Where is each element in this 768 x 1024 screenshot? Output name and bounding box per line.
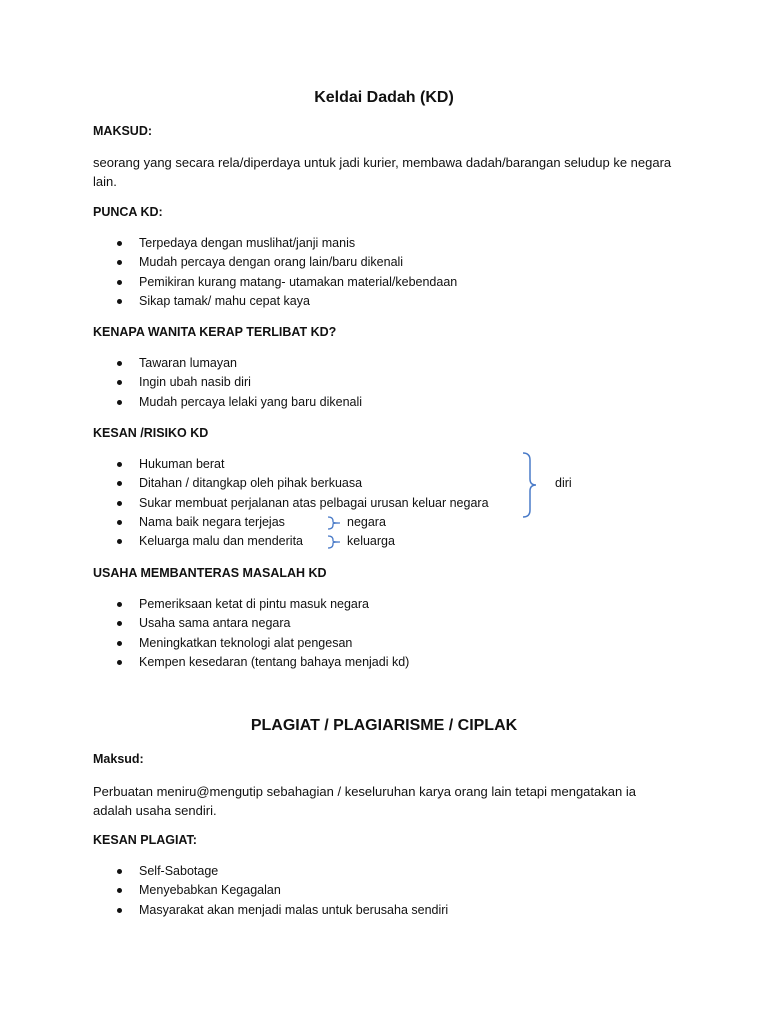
plagiat-kesan-heading: KESAN PLAGIAT:	[93, 833, 197, 847]
kd-kesan-heading: KESAN /RISIKO KD	[93, 426, 209, 440]
bullet-icon	[117, 641, 122, 646]
kd-title: Keldai Dadah (KD)	[314, 89, 454, 106]
bullet-icon	[117, 621, 122, 626]
plagiat-maksud-heading: Maksud:	[93, 752, 144, 766]
small-brace-icon	[326, 516, 342, 530]
bullet-icon	[117, 660, 122, 665]
bullet-icon	[117, 481, 122, 486]
kd-punca-heading: PUNCA KD:	[93, 205, 163, 219]
kd-wanita-heading: KENAPA WANITA KERAP TERLIBAT KD?	[93, 325, 337, 339]
kd-maksud-heading: MAKSUD:	[93, 124, 153, 138]
bullet-icon	[117, 908, 122, 913]
brace-label-negara: negara	[347, 515, 386, 529]
brace-label-keluarga: keluarga	[347, 534, 395, 548]
bullet-icon	[117, 462, 122, 467]
bullet-icon	[117, 602, 122, 607]
brace-label-diri: diri	[555, 476, 572, 490]
plagiat-maksud-text: Perbuatan meniru@mengutip sebahagian / keseluruhan karya orang lain tetapi mengatakan ia adalah usaha sendiri.	[93, 784, 636, 818]
right-brace-icon	[518, 452, 538, 518]
small-brace-icon	[326, 535, 342, 549]
bullet-icon	[117, 400, 122, 405]
bullet-icon	[117, 260, 122, 265]
bullet-icon	[117, 280, 122, 285]
bullet-icon	[117, 539, 122, 544]
kd-maksud-text: seorang yang secara rela/diperdaya untuk jadi kurier, membawa dadah/barangan seludup ke negara lain.	[93, 155, 672, 189]
bullet-icon	[117, 380, 122, 385]
bullet-icon	[117, 869, 122, 874]
bullet-icon	[117, 888, 122, 893]
plagiat-title: PLAGIAT / PLAGIARISME / CIPLAK	[250, 717, 518, 734]
bullet-icon	[117, 361, 122, 366]
bullet-icon	[117, 241, 122, 246]
document-page: Keldai Dadah (KD) MAKSUD: seorang yang secara rela/diperdaya untuk jadi kurier, membawa dadah/barangan seludup ke negara lain. PUNCA KD: Terpedaya dengan muslihat/janji manis Mudah percaya dengan orang lain/baru dikenali Pemikiran kurang matang- utamakan material/kebendaan Sikap tamak/ mahu cepat kaya KENAPA WANITA KERAP TERLIBAT KD? Tawaran lumayan Ingin ubah nasib diri Mudah percaya lelaki yang baru dikenali KESAN /RISIKO KD Hukuman berat Ditahan / ditangkap oleh pihak berkuasa Sukar membuat perjalanan atas pelbagai urusan keluar negara Nama baik negara terjejas Keluarga malu dan menderita diri negara keluarga USAHA MEMBANTERAS MASALAH KD Pemeriksaan ketat di pintu masuk negara Usaha sama antara negara Meningkatkan teknologi alat pengesan Kempen kesedaran (tentang bahaya menjadi kd) PLAGIAT / PLAGIARISME / CIPLAK Maksud: Perbuatan meniru@mengutip sebahagian / keseluruhan karya orang lain tetapi mengatakan ia adalah usaha sendiri. KESAN PLAGIAT: Self-Sabotage Menyebabkan Kegagalan Masyarakat akan menjadi malas untuk berusaha sendiri	[0, 0, 768, 1024]
bullet-icon	[117, 501, 122, 506]
kd-usaha-heading: USAHA MEMBANTERAS MASALAH KD	[93, 566, 327, 580]
bullet-icon	[117, 520, 122, 525]
bullet-icon	[117, 299, 122, 304]
